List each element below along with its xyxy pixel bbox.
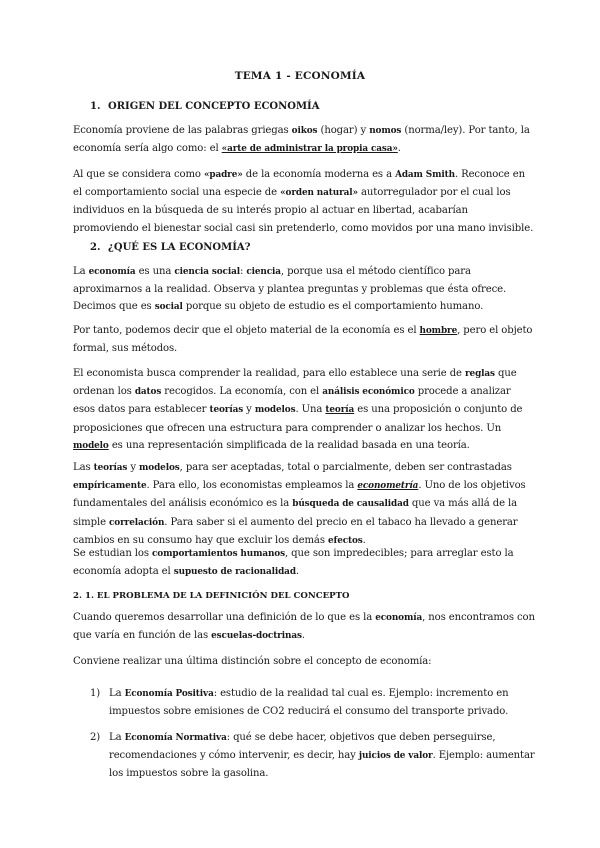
term-ciencia-social: ciencia social: [174, 267, 240, 277]
term-padre: «padre»: [203, 170, 243, 180]
term-modelos-2: modelos: [139, 463, 180, 473]
section-1-title: ORIGEN DEL CONCEPTO ECONOMÍA: [108, 101, 320, 112]
section-1-paragraph-1: Economía proviene de las palabras griegas oikos (hogar) y nomos (norma/ley). Por tanto, la economía sería algo como: el «arte de administrar la propia casa».: [73, 125, 530, 155]
list-item-economia-positiva: 1) La Economía Positiva: estudio de la realidad tal cual es. Ejemplo: incremento en impuestos sobre emisiones de CO2 reducirá el consumo del transporte privado.: [90, 685, 536, 720]
term-supuesto-de-racionalidad: supuesto de racionalidad: [173, 567, 296, 578]
section-2-paragraph-5: Se estudian los comportamientos humanos, que son impredecibles; para arreglar esto la economía adopta el supuesto de racionalidad.: [73, 548, 514, 578]
list-item-number: 1): [90, 688, 101, 699]
section-2-paragraph-2: Por tanto, podemos decir que el objeto material de la economía es el hombre, pero el objeto formal, sus métodos.: [73, 325, 533, 355]
term-econometria: econometría: [357, 481, 419, 492]
section-1-heading: [90, 101, 319, 112]
list-item-economia-normativa: 2) La Economía Normativa: qué se debe hacer, objetivos que deben perseguirse, recomendaciones y cómo intervenir, es decir, hay juicios de valor. Ejemplo: aumentar los impuestos sobre la gasolina.: [90, 729, 536, 783]
section-2-title: ¿QUÉ ES LA ECONOMÍA?: [108, 242, 251, 253]
section-2-paragraph-4: Las teorías y modelos, para ser aceptadas, total o parcialmente, deben ser contrastadas empíricamente. Para ello, los economistas empleamos la econometría. Uno de los objetivos fundamentales del análisis económico es la búsqueda de causalidad que va más allá de la simple correlación. Para saber si el aumento del precio en el tabaco ha llevado a generar cambios en su consumo hay que excluir los demás efectos.: [73, 462, 526, 546]
term-ciencia: ciencia: [246, 267, 281, 277]
term-analisis-economico: análisis económico: [322, 387, 415, 398]
section-2-number: 2.: [90, 242, 101, 253]
page-title: TEMA 1 - ECONOMÍA: [234, 70, 366, 82]
term-modelo: modelo: [73, 440, 109, 451]
section-1-number: 1.: [90, 101, 101, 112]
term-correlacion: correlación: [109, 517, 165, 528]
term-economia-positiva: Economía Positiva: [124, 689, 214, 699]
term-orden-natural: «orden natural»: [280, 188, 358, 199]
term-adam-smith: Adam Smith: [395, 170, 455, 180]
term-teoria: teoría: [325, 405, 355, 416]
section-2-1-paragraph-2: Conviene realizar una última distinción sobre el concepto de economía:: [73, 656, 432, 667]
term-teorias-2: teorías: [93, 463, 128, 473]
term-comportamientos-humanos: comportamientos humanos: [152, 549, 285, 559]
list-item-number: 2): [90, 732, 101, 743]
section-2-paragraph-1: La economía es una ciencia social: ciencia, porque usa el método científico para aproximarnos a la realidad. Observa y plantea preguntas y problemas que ésta ofrece. Decimos que es social porque su objeto de estudio es el comportamiento humano.: [73, 266, 507, 313]
term-oikos: oikos: [291, 126, 318, 136]
section-2-heading: [90, 242, 251, 253]
term-reglas: reglas: [464, 369, 495, 379]
term-teorias: teorías: [209, 405, 244, 416]
term-empiricamente: empíricamente: [73, 481, 147, 492]
term-efectos: efectos: [327, 535, 363, 546]
term-economia-2: economía: [375, 613, 423, 623]
term-datos: datos: [134, 387, 162, 398]
term-modelos: modelos: [254, 405, 296, 416]
term-economia: economía: [88, 267, 136, 277]
term-hombre: hombre: [419, 326, 458, 336]
term-escuelas-doctrinas: escuelas-doctrinas: [211, 631, 302, 642]
section-2-1-paragraph-1: Cuando queremos desarrollar una definición de lo que es la economía, nos encontramos con que varía en función de las escuelas-doctrinas.: [73, 612, 535, 642]
section-1-paragraph-2: Al que se considera como «padre» de la economía moderna es a Adam Smith. Reconoce en el comportamiento social una especie de «orden natural» autorregulador por el cual los individuos en la búsqueda de su interés propio al actuar en libertad, acabarían promoviendo el bienestar social casi sin pretenderlo, como movidos por una mano invisible.: [73, 169, 534, 234]
term-busqueda-de-causalidad: búsqueda de causalidad: [292, 499, 409, 510]
term-nomos: nomos: [369, 126, 402, 136]
section-2-paragraph-3: El economista busca comprender la realidad, para ello establece una serie de reglas que ordenan los datos recogidos. La economía, con el análisis económico procede a analizar esos datos para establecer teorías y modelos. Una teoría es una proposición o conjunto de proposiciones que ofrecen una estructura para comprender o analizar los hechos. Un modelo es una representación simplificada de la realidad basada en una teoría.: [73, 368, 523, 451]
term-economia-normativa: Economía Normativa: [124, 733, 227, 743]
term-arte-de-administrar: «arte de administrar la propia casa»: [221, 144, 398, 155]
term-juicios-de-valor: juicios de valor: [358, 751, 433, 762]
section-2-1-heading: 2. 1. EL PROBLEMA DE LA DEFINICIÓN DEL CONCEPTO: [73, 591, 350, 601]
term-social: social: [154, 302, 183, 313]
